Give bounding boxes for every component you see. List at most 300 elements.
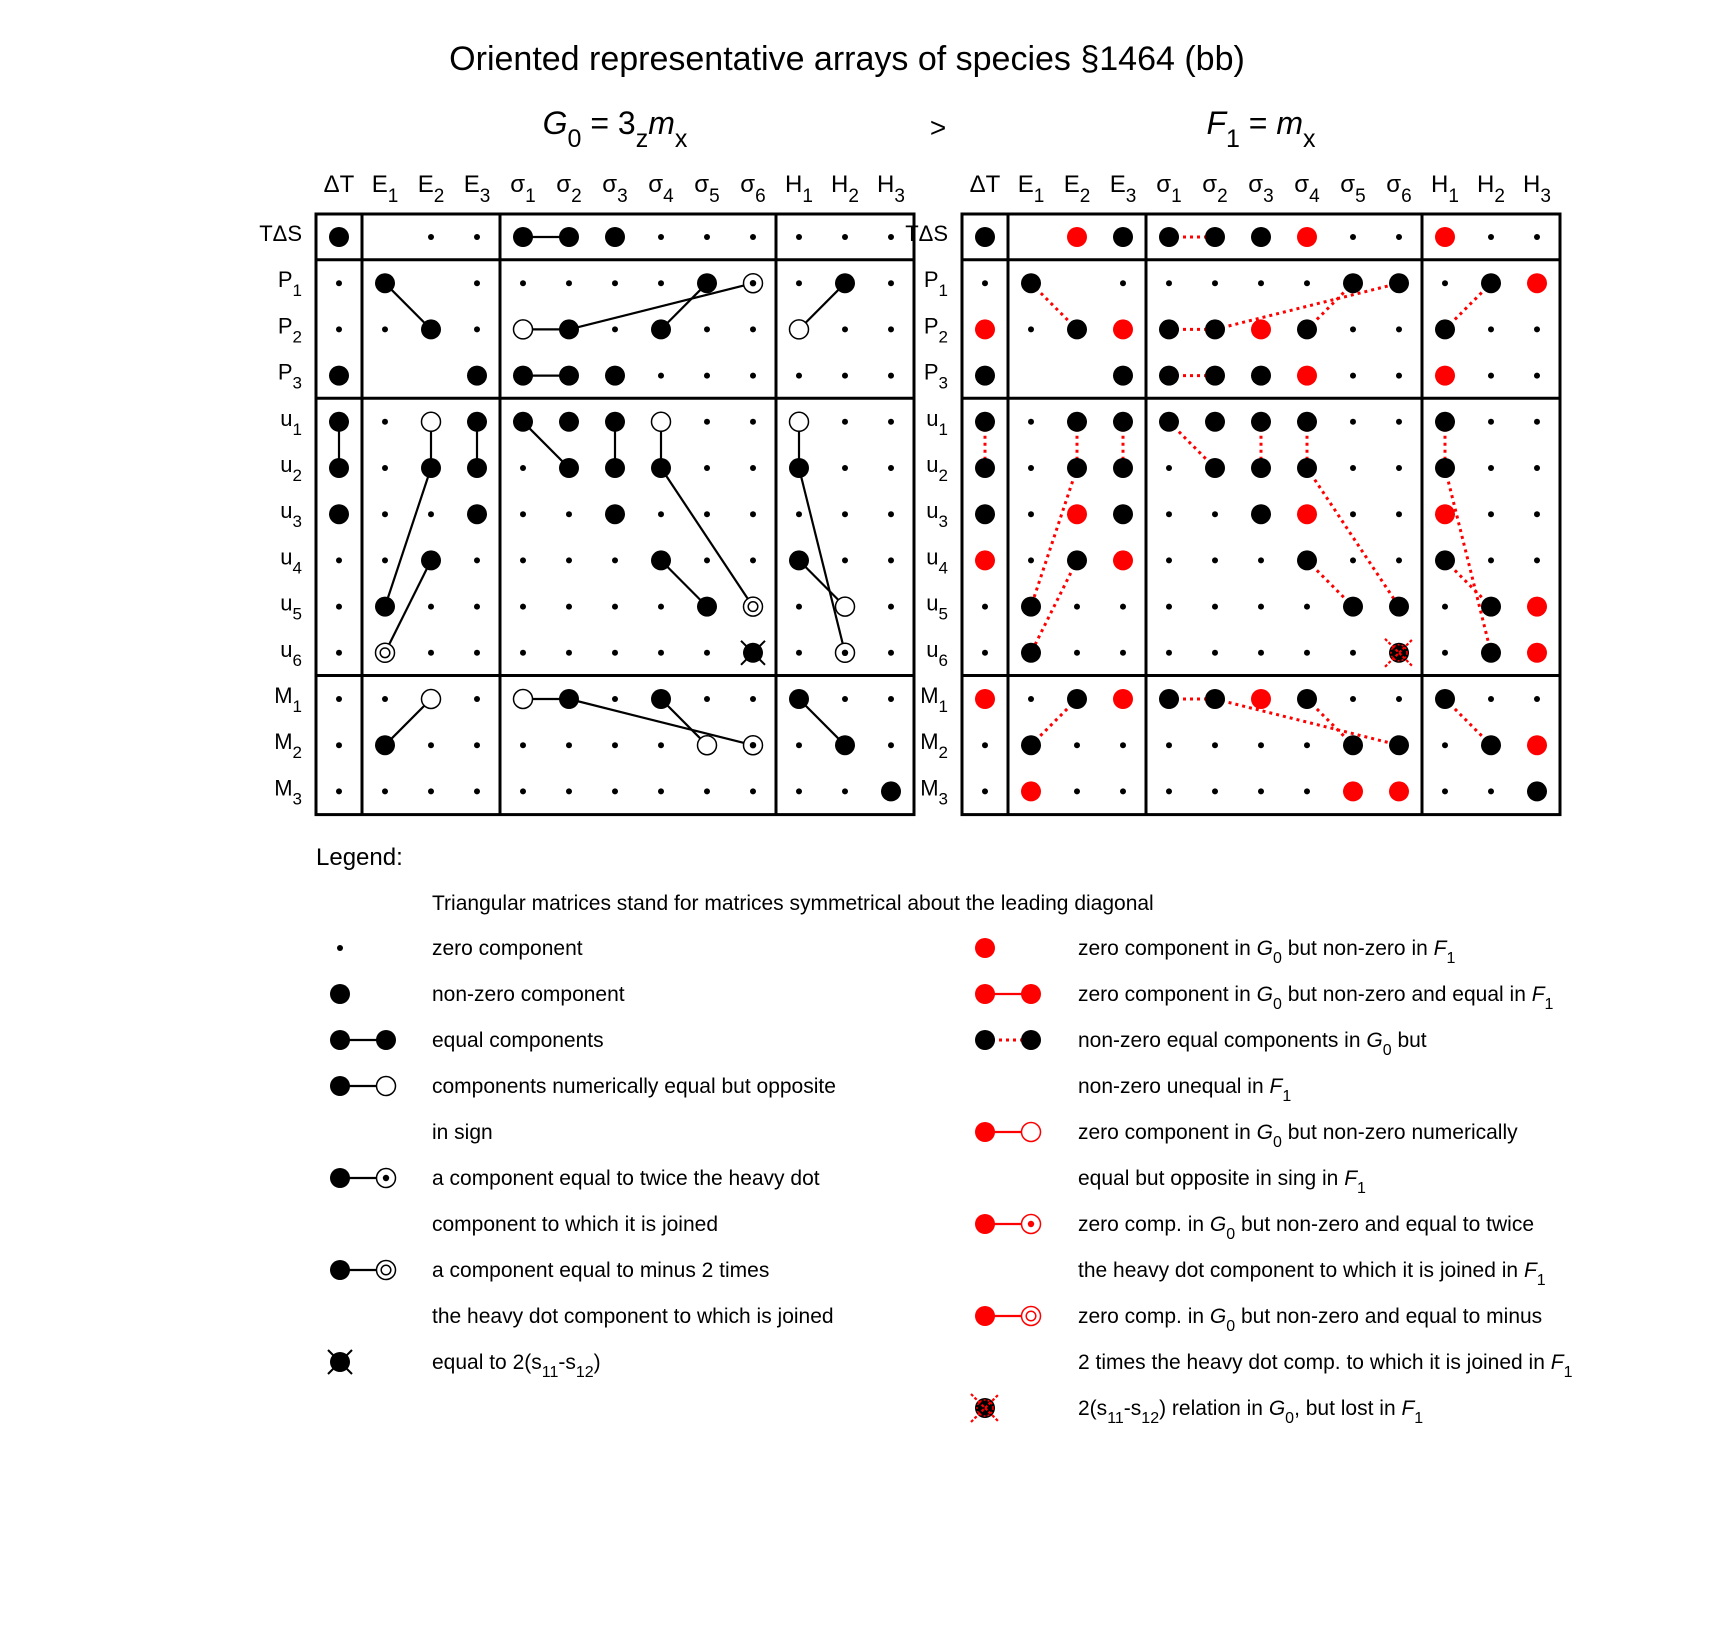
zero-dot [1120, 788, 1126, 794]
zero-dot [612, 650, 618, 656]
zero-dot [1350, 650, 1356, 656]
zero-dot [1212, 511, 1218, 517]
twice-dot-center [1028, 1221, 1034, 1227]
nonzero-dot [559, 458, 579, 478]
twice-dot-center [750, 742, 756, 748]
column-label: ΔT [969, 171, 1001, 198]
zero-dot [1442, 280, 1448, 286]
zero-dot [1304, 280, 1310, 286]
zero-dot [1028, 696, 1034, 702]
nonzero-dot [1435, 689, 1455, 709]
nonzero-dot [1389, 597, 1409, 617]
zero-dot [982, 604, 988, 610]
opposite-dot [1022, 1123, 1041, 1142]
nonzero-dot [467, 366, 487, 386]
zero-dot [842, 419, 848, 425]
zero-dot [474, 557, 480, 563]
nonzero-dot [1389, 273, 1409, 293]
zero-dot [1304, 742, 1310, 748]
nonzero-dot [1113, 504, 1133, 524]
legend-entry [337, 937, 583, 960]
zero-dot [1028, 465, 1034, 471]
zero-dot [1534, 465, 1540, 471]
zero-dot [337, 945, 343, 951]
zero-dot [474, 788, 480, 794]
matrix-header: $F_1 = m_x$ [1206, 105, 1316, 153]
column-label: $H_2$ [831, 171, 859, 207]
nonzero-dot [1067, 458, 1087, 478]
nonzero-dot [1205, 366, 1225, 386]
opposite-dot [836, 597, 855, 616]
zero-dot [704, 788, 710, 794]
zero-dot [1212, 557, 1218, 563]
zero-dot [658, 234, 664, 240]
column-label: $E_1$ [1017, 171, 1045, 207]
zero-dot [520, 511, 526, 517]
column-label: $E_3$ [463, 171, 491, 207]
zero-dot [982, 742, 988, 748]
zero-dot [612, 788, 618, 794]
legend-entry [328, 1350, 601, 1381]
nonzero-dot [1297, 412, 1317, 432]
zero-dot [1258, 280, 1264, 286]
zero-dot [1350, 696, 1356, 702]
zero-dot [1304, 604, 1310, 610]
zero-dot [1534, 373, 1540, 379]
legend-note: Triangular matrices stand for matrices symmetrical about the leading diagonal [432, 892, 1154, 915]
legend-text: non-zero component [432, 983, 625, 1006]
nonzero-dot [1159, 412, 1179, 432]
row-label: $u_1$ [926, 405, 948, 439]
zero-dot [520, 280, 526, 286]
matrix-header: $G_0 = 3_zm_x$ [542, 105, 688, 153]
zero-dot [1166, 557, 1172, 563]
legend-entry [330, 983, 625, 1006]
zero-dot [1166, 280, 1172, 286]
zero-dot [704, 557, 710, 563]
zero-dot [796, 604, 802, 610]
row-label: $M_3$ [920, 775, 948, 809]
nonzero-dot [1481, 273, 1501, 293]
component-link [1031, 468, 1077, 607]
zero-dot [842, 465, 848, 471]
nonzero-dot [1021, 781, 1041, 801]
opposite-dot [514, 320, 533, 339]
nonzero-dot [1435, 504, 1455, 524]
nonzero-dot [1113, 319, 1133, 339]
nonzero-dot [513, 366, 533, 386]
zero-dot [520, 742, 526, 748]
nonzero-dot [421, 319, 441, 339]
legend-entry [330, 1167, 820, 1236]
zero-dot [842, 234, 848, 240]
row-label: $P_1$ [277, 267, 302, 301]
nonzero-dot [1251, 689, 1271, 709]
legend-entry [975, 983, 1554, 1013]
zero-dot [1350, 557, 1356, 563]
column-label: $\sigma_4$ [1294, 171, 1320, 207]
twice-dot-center [842, 650, 848, 656]
nonzero-dot [1205, 689, 1225, 709]
zero-dot [888, 511, 894, 517]
zero-dot [1396, 696, 1402, 702]
zero-dot [612, 604, 618, 610]
legend-text: $2(s_{11}-s_{12})$ relation in $G_0$, but lost in $F_1$ [1078, 1397, 1424, 1427]
zero-dot [750, 511, 756, 517]
legend-text: zero component in $G_0$ but non-zero and equal in $F_1$ [1078, 983, 1554, 1013]
row-label: $P_2$ [277, 313, 302, 347]
row-label: $u_5$ [926, 590, 948, 624]
zero-dot [336, 650, 342, 656]
zero-dot [1488, 234, 1494, 240]
zero-dot [658, 742, 664, 748]
zero-dot [1488, 373, 1494, 379]
zero-dot [382, 419, 388, 425]
zero-dot [796, 511, 802, 517]
zero-dot [1488, 511, 1494, 517]
nonzero-dot [1113, 366, 1133, 386]
nonzero-dot [559, 227, 579, 247]
nonzero-dot [1297, 458, 1317, 478]
zero-dot [428, 742, 434, 748]
zero-dot [1442, 604, 1448, 610]
zero-dot [1488, 696, 1494, 702]
row-label: $u_1$ [280, 405, 302, 439]
nonzero-dot [1205, 458, 1225, 478]
row-label: $u_4$ [280, 544, 302, 578]
minus2-dot-inner [748, 602, 758, 612]
column-label: $H_2$ [1477, 171, 1505, 207]
zero-dot [520, 557, 526, 563]
zero-dot [704, 373, 710, 379]
nonzero-dot [1481, 643, 1501, 663]
nonzero-dot [1021, 643, 1041, 663]
zero-dot [1028, 557, 1034, 563]
nonzero-dot [1113, 689, 1133, 709]
opposite-dot [790, 320, 809, 339]
nonzero-dot [789, 550, 809, 570]
nonzero-dot [1159, 227, 1179, 247]
zero-dot [888, 742, 894, 748]
nonzero-dot [1251, 227, 1271, 247]
zero-dot [474, 280, 480, 286]
nonzero-dot [651, 689, 671, 709]
nonzero-dot [467, 458, 487, 478]
zero-dot [382, 465, 388, 471]
zero-dot [612, 696, 618, 702]
nonzero-dot [1343, 781, 1363, 801]
opposite-dot [377, 1077, 396, 1096]
zero-dot [1488, 788, 1494, 794]
zero-dot [750, 465, 756, 471]
row-label: $u_4$ [926, 544, 948, 578]
nonzero-dot [1435, 366, 1455, 386]
row-label: $M_3$ [274, 775, 302, 809]
nonzero-dot [329, 412, 349, 432]
zero-dot [336, 788, 342, 794]
nonzero-dot [605, 504, 625, 524]
zero-dot [474, 604, 480, 610]
zero-dot [1442, 650, 1448, 656]
component-link [385, 468, 431, 607]
column-label: $E_2$ [1063, 171, 1091, 207]
zero-dot [704, 511, 710, 517]
zero-dot [1258, 742, 1264, 748]
nonzero-dot [329, 227, 349, 247]
zero-dot [842, 373, 848, 379]
zero-dot [1166, 604, 1172, 610]
twice-dot-center [750, 280, 756, 286]
column-label: $H_1$ [785, 171, 813, 207]
zero-dot [1074, 650, 1080, 656]
zero-dot [1212, 650, 1218, 656]
zero-dot [520, 465, 526, 471]
zero-dot [336, 557, 342, 563]
legend-text: zero comp. in $G_0$ but non-zero and equal to minus [1078, 1305, 1543, 1335]
column-label: $H_3$ [877, 171, 905, 207]
zero-dot [888, 557, 894, 563]
nonzero-dot [605, 227, 625, 247]
nonzero-dot [559, 689, 579, 709]
row-label: TΔS [259, 221, 302, 246]
zero-dot [796, 650, 802, 656]
nonzero-dot [881, 781, 901, 801]
zero-dot [1488, 465, 1494, 471]
zero-dot [750, 419, 756, 425]
column-label: $\sigma_3$ [602, 171, 628, 207]
nonzero-dot [975, 504, 995, 524]
nonzero-dot [330, 1260, 350, 1280]
nonzero-dot [697, 597, 717, 617]
column-label: $H_1$ [1431, 171, 1459, 207]
nonzero-dot [697, 273, 717, 293]
zero-dot [1350, 326, 1356, 332]
nonzero-dot [1205, 319, 1225, 339]
legend-text: component to which it is joined [432, 1213, 718, 1236]
column-label: $E_3$ [1109, 171, 1137, 207]
nonzero-dot [559, 412, 579, 432]
zero-dot [1396, 326, 1402, 332]
zero-dot [428, 788, 434, 794]
zero-dot [612, 326, 618, 332]
zero-dot [658, 650, 664, 656]
zero-dot [888, 326, 894, 332]
zero-dot [1442, 788, 1448, 794]
nonzero-dot [975, 412, 995, 432]
nonzero-dot [1389, 735, 1409, 755]
nonzero-dot [1435, 412, 1455, 432]
zero-dot [1304, 650, 1310, 656]
lost-cross-dot [975, 1398, 995, 1418]
nonzero-dot [651, 458, 671, 478]
zero-dot [1396, 373, 1402, 379]
zero-dot [566, 788, 572, 794]
zero-dot [428, 511, 434, 517]
column-label: $\sigma_4$ [648, 171, 674, 207]
legend-title: Legend: [316, 844, 403, 871]
zero-dot [1028, 511, 1034, 517]
zero-dot [566, 742, 572, 748]
zero-dot [888, 234, 894, 240]
nonzero-dot [651, 550, 671, 570]
column-label: $\sigma_5$ [694, 171, 720, 207]
legend-text: the heavy dot component to which it is joined in $F_1$ [1078, 1259, 1546, 1289]
zero-dot [1120, 650, 1126, 656]
column-label: $\sigma_2$ [1202, 171, 1228, 207]
zero-dot [1350, 465, 1356, 471]
zero-dot [1074, 742, 1080, 748]
zero-dot [1258, 788, 1264, 794]
zero-dot [1166, 742, 1172, 748]
zero-dot [1212, 742, 1218, 748]
zero-dot [658, 788, 664, 794]
nonzero-dot [975, 227, 995, 247]
zero-dot [750, 557, 756, 563]
nonzero-dot [651, 319, 671, 339]
nonzero-dot [789, 689, 809, 709]
nonzero-dot [1343, 273, 1363, 293]
nonzero-dot [1527, 781, 1547, 801]
zero-dot [750, 373, 756, 379]
zero-dot [658, 373, 664, 379]
nonzero-dot [975, 1306, 995, 1326]
zero-dot [1534, 419, 1540, 425]
nonzero-dot [605, 458, 625, 478]
row-label: $P_1$ [923, 267, 948, 301]
nonzero-dot [1481, 597, 1501, 617]
nonzero-dot [1251, 366, 1271, 386]
component-link [1307, 468, 1399, 607]
row-label: $u_6$ [280, 636, 302, 670]
nonzero-dot [1067, 227, 1087, 247]
zero-dot [888, 650, 894, 656]
zero-dot [1534, 511, 1540, 517]
zero-dot [1304, 788, 1310, 794]
opposite-dot [514, 690, 533, 709]
nonzero-dot [1113, 458, 1133, 478]
row-label: $u_2$ [280, 452, 302, 485]
opposite-dot [652, 412, 671, 431]
zero-dot [704, 234, 710, 240]
nonzero-dot [975, 1030, 995, 1050]
nonzero-dot [1021, 597, 1041, 617]
column-label: $\sigma_1$ [1156, 171, 1182, 207]
nonzero-dot [1297, 689, 1317, 709]
zero-dot [842, 696, 848, 702]
nonzero-dot [975, 458, 995, 478]
zero-dot [796, 234, 802, 240]
row-label: $P_3$ [923, 359, 948, 393]
nonzero-dot [975, 550, 995, 570]
zero-dot [474, 326, 480, 332]
nonzero-dot [975, 1214, 995, 1234]
nonzero-dot [1159, 366, 1179, 386]
nonzero-dot [329, 458, 349, 478]
nonzero-dot [1527, 273, 1547, 293]
row-label: $M_1$ [274, 683, 302, 716]
nonzero-dot [375, 597, 395, 617]
row-label: $u_6$ [926, 636, 948, 670]
legend-entry [975, 1213, 1546, 1289]
nonzero-dot [1021, 1030, 1041, 1050]
legend-text: zero component in $G_0$ but non-zero numerically [1078, 1121, 1518, 1151]
nonzero-dot [421, 550, 441, 570]
zero-dot [1488, 419, 1494, 425]
zero-dot [888, 280, 894, 286]
nonzero-dot [1481, 735, 1501, 755]
nonzero-dot [1205, 412, 1225, 432]
nonzero-dot [513, 227, 533, 247]
zero-dot [1212, 788, 1218, 794]
zero-dot [658, 604, 664, 610]
nonzero-dot [835, 273, 855, 293]
legend [316, 844, 1573, 1427]
column-label: $\sigma_5$ [1340, 171, 1366, 207]
legend-text: in sign [432, 1121, 493, 1144]
zero-dot [566, 280, 572, 286]
legend-text: zero component [432, 937, 583, 960]
nonzero-dot [1159, 689, 1179, 709]
legend-entry [330, 1029, 604, 1052]
nonzero-dot [1067, 689, 1087, 709]
zero-dot [566, 604, 572, 610]
zero-dot [1166, 650, 1172, 656]
zero-dot [612, 280, 618, 286]
nonzero-dot [1113, 412, 1133, 432]
legend-text: zero component in $G_0$ but non-zero in $F_1$ [1078, 937, 1456, 967]
nonzero-dot [329, 504, 349, 524]
zero-dot [1350, 511, 1356, 517]
zero-dot [1166, 788, 1172, 794]
legend-text: a component equal to twice the heavy dot [432, 1167, 820, 1190]
nonzero-dot [1389, 781, 1409, 801]
nonzero-dot [1021, 984, 1041, 1004]
zero-dot [336, 326, 342, 332]
nonzero-dot [975, 1122, 995, 1142]
column-label: $\sigma_3$ [1248, 171, 1274, 207]
nonzero-dot [1343, 597, 1363, 617]
zero-dot [796, 788, 802, 794]
zero-dot [1396, 465, 1402, 471]
nonzero-dot [467, 412, 487, 432]
nonzero-dot [1067, 550, 1087, 570]
nonzero-dot [789, 458, 809, 478]
row-label: TΔS [905, 221, 948, 246]
zero-dot [336, 696, 342, 702]
nonzero-dot [1527, 735, 1547, 755]
comparison-symbol: > [929, 112, 947, 143]
zero-dot [382, 788, 388, 794]
zero-dot [1350, 419, 1356, 425]
legend-text: non-zero unequal in $F_1$ [1078, 1075, 1292, 1105]
zero-dot [1534, 557, 1540, 563]
zero-dot [704, 419, 710, 425]
zero-dot [750, 696, 756, 702]
zero-dot [982, 788, 988, 794]
nonzero-dot [605, 366, 625, 386]
nonzero-dot [376, 1030, 396, 1050]
column-label: $\sigma_1$ [510, 171, 536, 207]
nonzero-dot [1251, 319, 1271, 339]
opposite-dot [790, 412, 809, 431]
column-label: $\sigma_2$ [556, 171, 582, 207]
nonzero-dot [1159, 319, 1179, 339]
zero-dot [336, 742, 342, 748]
nonzero-dot [1251, 458, 1271, 478]
zero-dot [566, 511, 572, 517]
zero-dot [842, 511, 848, 517]
legend-text: equal but opposite in sing in $F_1$ [1078, 1167, 1366, 1197]
